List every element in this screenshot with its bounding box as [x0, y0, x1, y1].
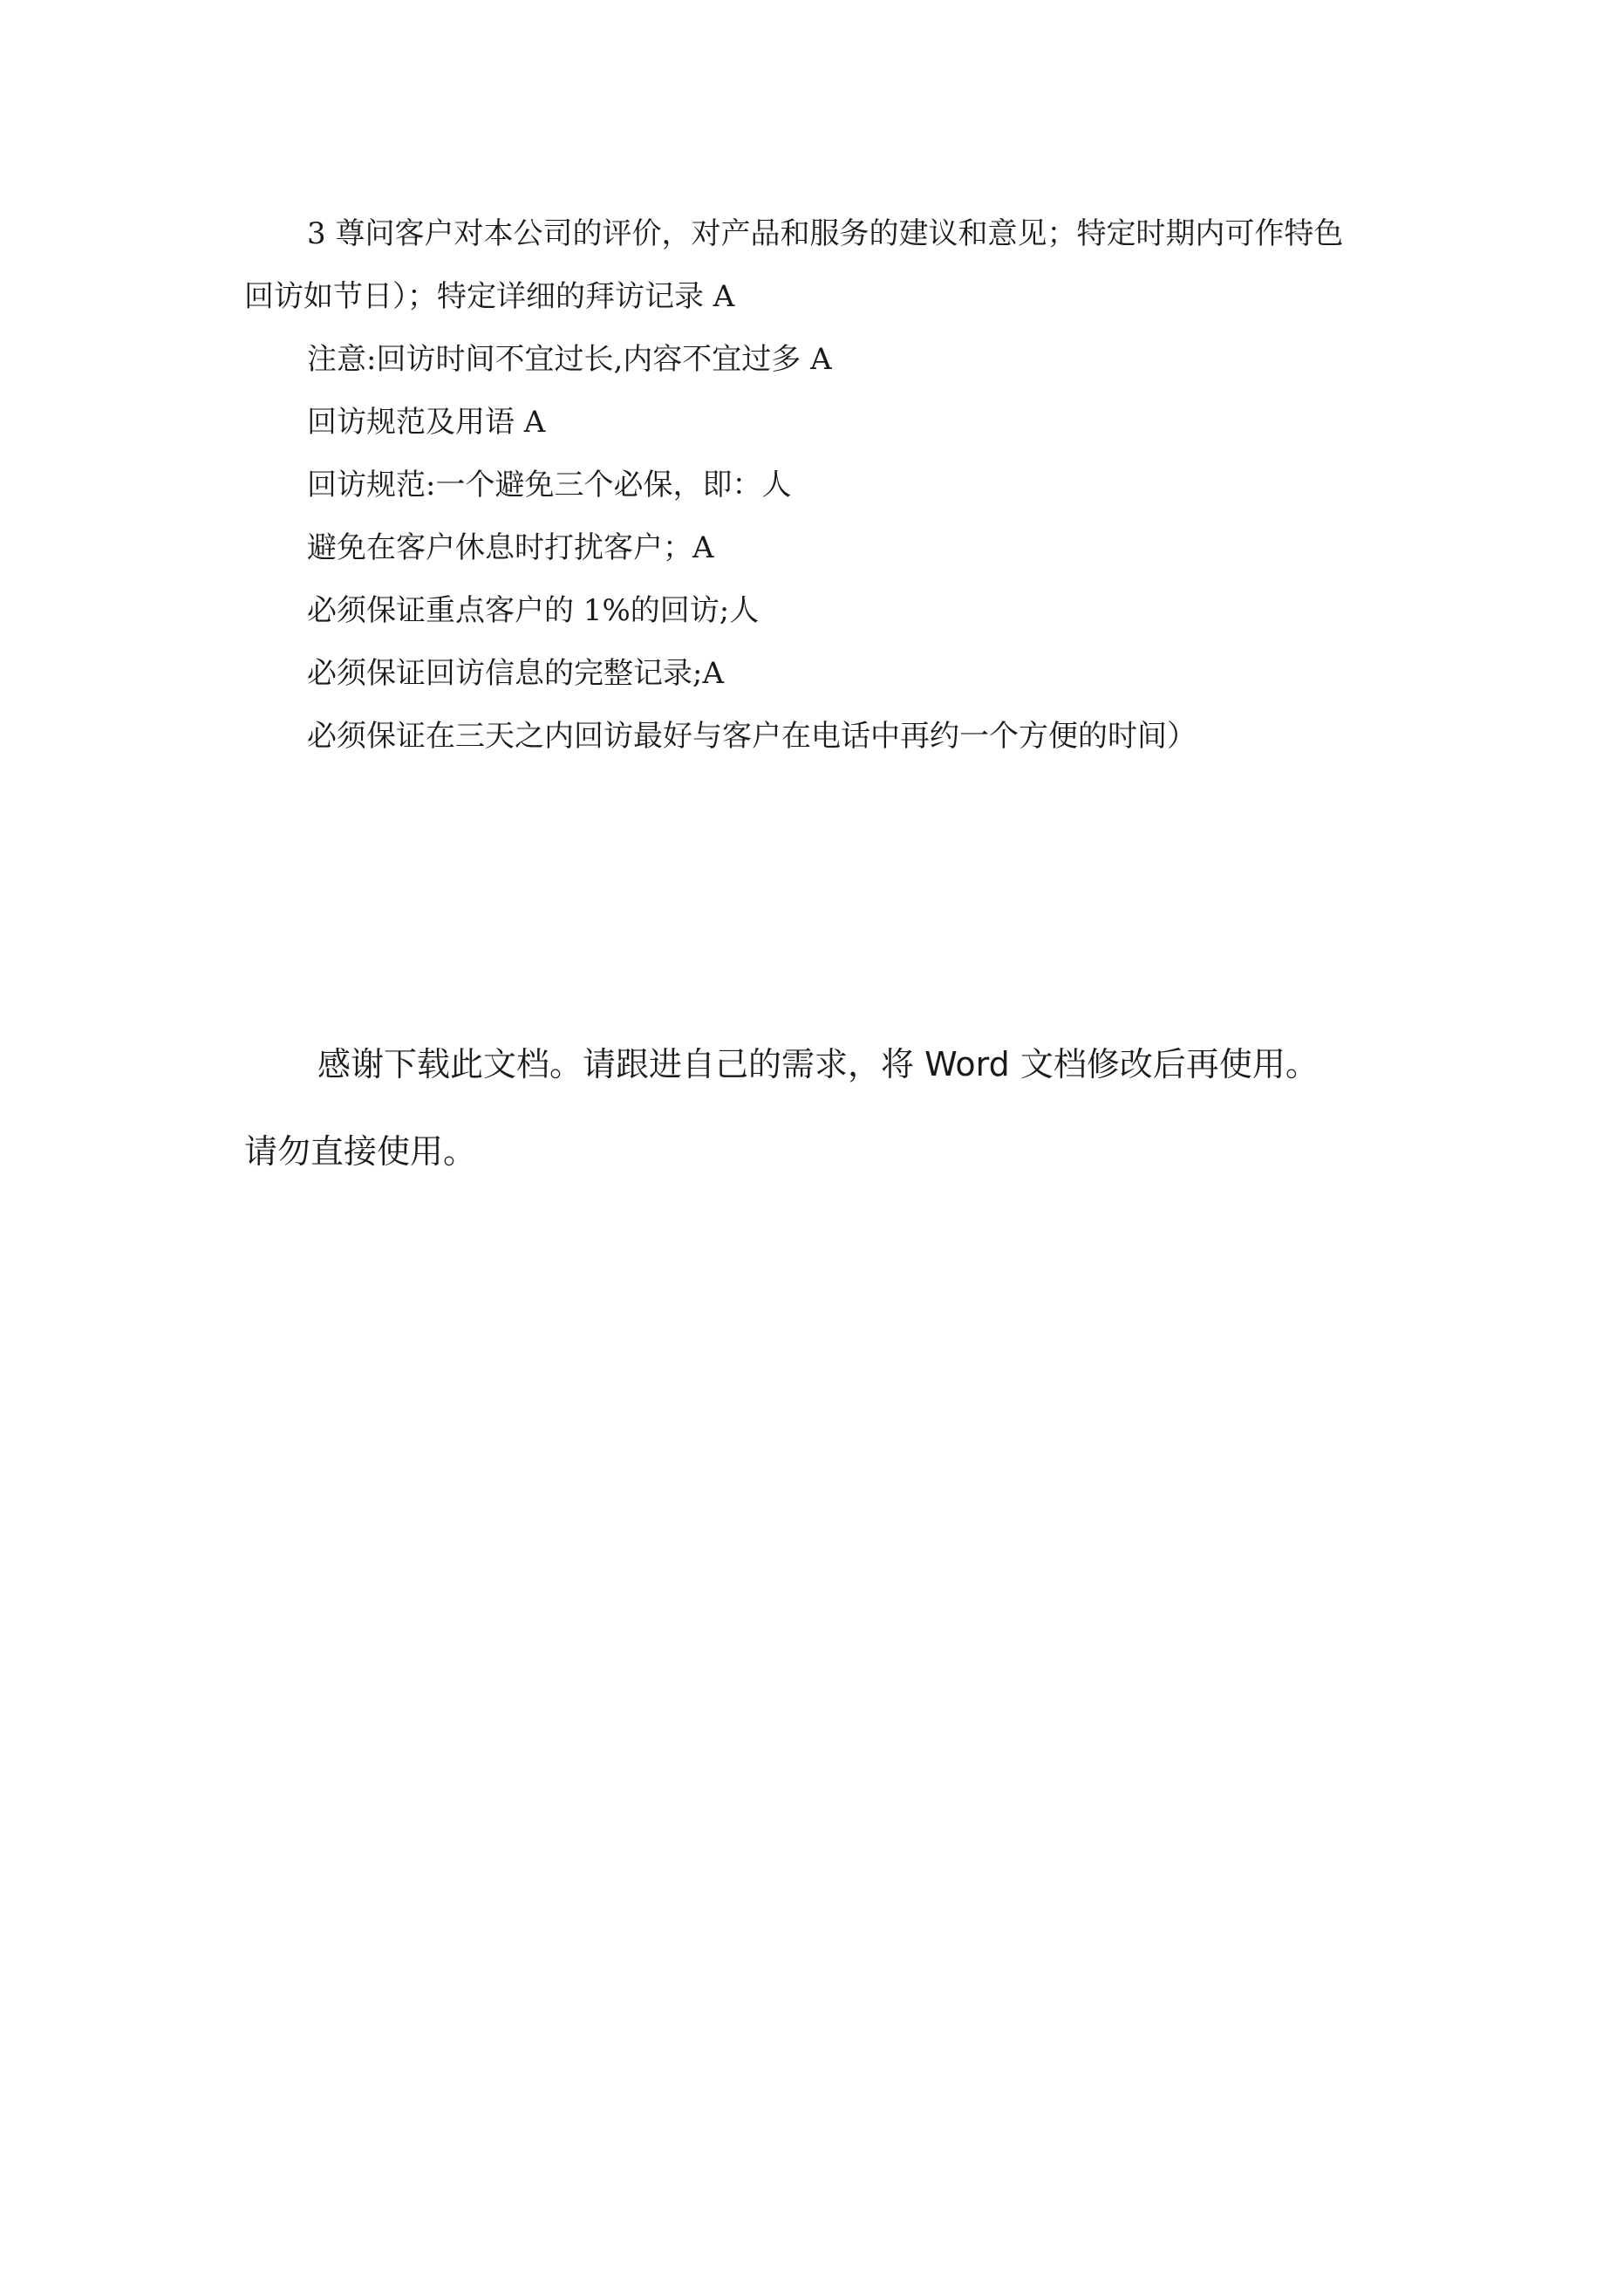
- paragraph-line: 3 尊问客户对本公司的评价，对产品和服务的建议和意见；特定时期内可作特色: [307, 216, 1344, 251]
- paragraph: 必须保证重点客户的 1%的回访;人: [307, 593, 760, 628]
- paragraph: 必须保证在三天之内回访最好与客户在电话中再约一个方便的时间）: [307, 719, 1197, 754]
- paragraph: 必须保证回访信息的完整记录;A: [307, 656, 725, 691]
- paragraph: 注意:回访时间不宜过长,内容不宜过多 A: [307, 342, 832, 377]
- paragraph-line: 回访如节日）；特定详细的拜访记录 A: [244, 279, 735, 314]
- closing-note-line: 请勿直接使用。: [244, 1132, 477, 1171]
- closing-note: [244, 1021, 1404, 1195]
- closing-note-line: 感谢下载此文档。请跟进自己的需求，将 Word 文档修改后再使用。: [317, 1045, 1319, 1083]
- paragraph: 回访规范及用语 A: [307, 405, 546, 440]
- document-body: [244, 202, 1395, 768]
- paragraph: 回访规范:一个避免三个必保，即：人: [307, 468, 792, 502]
- paragraph: 避免在客户休息时打扰客户；A: [307, 530, 714, 565]
